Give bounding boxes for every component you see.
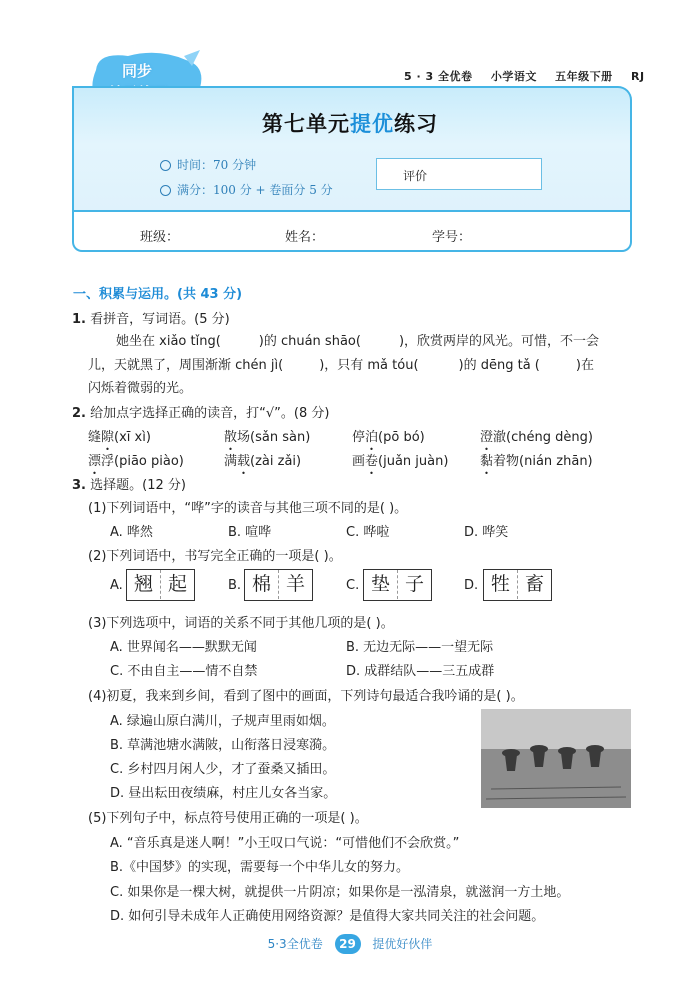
badge-line1: 同步 [122, 62, 153, 80]
class-field[interactable]: 班级： [140, 230, 180, 245]
evaluation-box[interactable] [376, 158, 542, 190]
tianzige-word: 翘 起 [126, 569, 195, 601]
evaluation-label: 评价 [403, 169, 428, 183]
option-label[interactable]: A. [110, 578, 123, 593]
q1-l1a: 她坐在 xiǎo tǐng( [116, 334, 221, 349]
q2-item: 停泊(pō bó) [352, 430, 425, 445]
q1-l2d: )在 [575, 358, 594, 373]
footer-right: 提优好伙伴 [372, 937, 433, 951]
q1-line2 [88, 354, 594, 373]
clock-icon [160, 160, 171, 171]
series-info [404, 68, 659, 84]
q2-number: 2. [72, 406, 86, 421]
option[interactable]: A. 绿遍山原白满川，子规声里雨如烟。 [110, 714, 335, 729]
q3-text: 选择题。(12 分) [90, 478, 186, 493]
section-title: 一、积累与运用。(共 43 分) [73, 287, 243, 302]
check-circle-icon [160, 185, 171, 196]
student-id-field[interactable]: 学号： [432, 230, 472, 245]
option[interactable]: C. 哗啦 [346, 525, 390, 540]
q2-item: 黏着物(nián zhān) [480, 454, 593, 469]
option[interactable]: B.《中国梦》的实现，需要每一个中华儿女的努力。 [110, 860, 410, 875]
title-banner [72, 86, 632, 212]
page-number: 29 [335, 934, 361, 954]
q3-sub5: (5)下列句子中，标点符号使用正确的一项是( )。 [88, 811, 368, 826]
option[interactable]: A. “音乐真是迷人啊！”小王叹口气说：“可惜他们不会欣赏。” [110, 836, 460, 851]
q3-number: 3. [72, 478, 86, 493]
title-post: 练习 [394, 112, 438, 136]
q3-sub3: (3)下列选项中，词语的关系不同于其他几项的是( )。 [88, 616, 394, 631]
q1-l1c: )，欣赏两岸的风光。可惜，不一会 [398, 334, 600, 349]
q1-l2b: )，只有 mǎ tóu( [319, 358, 419, 373]
q1-stem [72, 308, 230, 327]
option[interactable]: D. 哗笑 [464, 525, 509, 540]
rice-planting-photo [481, 709, 631, 808]
time-info [160, 156, 256, 173]
q3-sub4: (4)初夏，我来到乡间，看到了图中的画面，下列诗句最适合我吟诵的是( )。 [88, 689, 524, 704]
option[interactable]: B. 无边无际——一望无际 [346, 640, 494, 655]
title-highlight: 提优 [350, 112, 394, 136]
q3-sub2: (2)下列词语中，书写完全正确的一项是( )。 [88, 549, 342, 564]
page-title [0, 108, 700, 138]
score-info [160, 181, 333, 198]
q1-text: 看拼音，写词语。(5 分) [90, 312, 230, 327]
option[interactable]: C. 不由自主——情不自禁 [110, 664, 258, 679]
q1-l2a: 儿，天就黑了，周围渐渐 chén jì( [88, 358, 284, 373]
score-text: 满分：100 分 + 卷面分 5 分 [177, 183, 333, 197]
option[interactable]: D. 成群结队——三五成群 [346, 664, 495, 679]
q3-stem [72, 474, 186, 493]
footer-left: 5·3全优卷 [267, 937, 323, 951]
option[interactable]: D. 昼出耘田夜绩麻，村庄儿女各当家。 [110, 786, 337, 801]
q2-item: 缝隙(xī xì) [88, 430, 151, 445]
q2-item: 画卷(juǎn juàn) [352, 454, 449, 469]
q2-item: 满载(zài zǎi) [224, 454, 302, 469]
q2-item: 漂浮(piāo piào) [88, 454, 184, 469]
series-brand: 5 · 3 全优卷 [404, 70, 473, 83]
series-subject: 小学语文 [490, 70, 537, 83]
q2-text: 给加点字选择正确的读音，打“√”。(8 分) [90, 406, 330, 421]
name-field[interactable]: 姓名： [285, 230, 325, 245]
q1-l2c: )的 dēng tǎ ( [458, 358, 540, 373]
q3-sub1: (1)下列词语中，“哗”字的读音与其他三项不同的是( )。 [88, 501, 408, 516]
series-grade: 五年级下册 [555, 70, 613, 83]
option[interactable]: C. 乡村四月闲人少，才了蚕桑又插田。 [110, 762, 336, 777]
q1-l1b: )的 chuán shāo( [258, 334, 361, 349]
q2-item: 散场(sǎn sàn) [224, 430, 311, 445]
option-label[interactable]: D. [464, 578, 479, 593]
q1-line1 [116, 330, 599, 349]
farmers-illustration [481, 709, 631, 808]
q1-line3: 闪烁着微弱的光。 [88, 381, 193, 396]
option[interactable]: B. 草满池塘水满陂，山衔落日浸寒漪。 [110, 738, 336, 753]
time-text: 时间：70 分钟 [177, 158, 257, 172]
option[interactable]: D. 如何引导未成年人正确使用网络资源？是值得大家共同关注的社会问题。 [110, 909, 545, 924]
option[interactable]: A. 哗然 [110, 525, 153, 540]
option[interactable]: B. 喧哗 [228, 525, 272, 540]
option[interactable]: A. 世界闻名——默默无闻 [110, 640, 257, 655]
title-pre: 第七单元 [262, 112, 350, 136]
tianzige-word: 牲 畜 [483, 569, 552, 601]
tianzige-word: 棉 羊 [244, 569, 313, 601]
tianzige-word: 垫 子 [363, 569, 432, 601]
option-label[interactable]: B. [228, 578, 242, 593]
q2-item: 澄澈(chéng dèng) [480, 430, 593, 445]
option-label[interactable]: C. [346, 578, 360, 593]
q1-number: 1. [72, 312, 86, 327]
page-footer [0, 934, 700, 954]
series-edition: RJ [631, 70, 645, 83]
option[interactable]: C. 如果你是一棵大树，就提供一片阴凉；如果你是一泓清泉，就滋润一方土地。 [110, 885, 570, 900]
q2-stem [72, 402, 329, 421]
